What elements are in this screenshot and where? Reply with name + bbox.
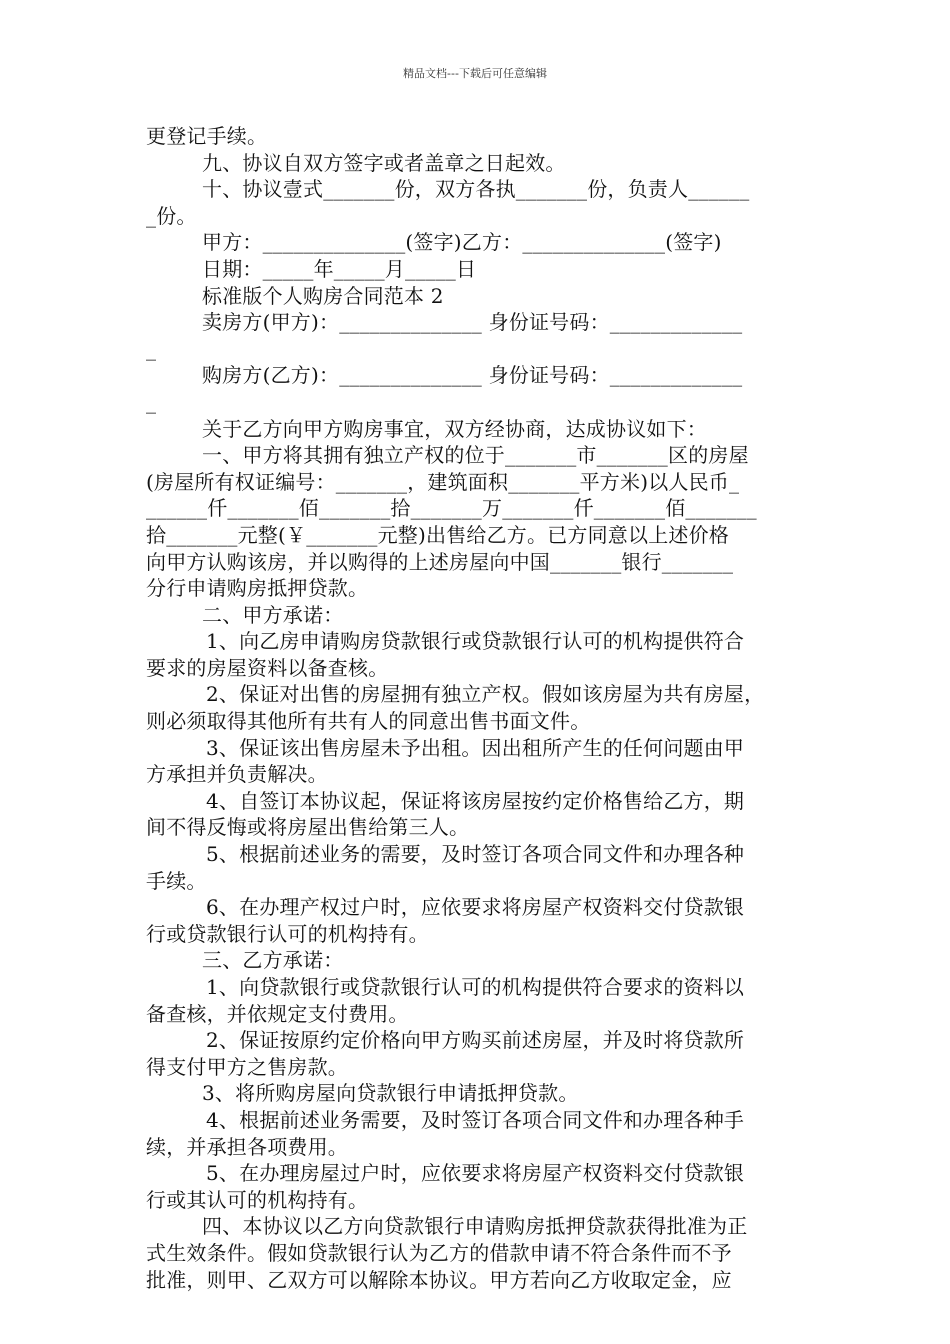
text-line: 3、将所购房屋向贷款银行申请抵押贷款。 xyxy=(202,1081,579,1106)
text-line: 分行申请购房抵押贷款。 xyxy=(146,576,369,601)
text-line: 3、保证该出售房屋未予出租。因出租所产生的任何问题由甲 xyxy=(206,735,745,760)
page-header: 精品文档---下载后可任意编辑 xyxy=(403,67,547,80)
text-line: ______仟_______佰_______拾_______万_______仟_______佰_______ xyxy=(146,496,757,521)
text-line: 标准版个人购房合同范本 2 xyxy=(202,283,444,308)
text-line: 关于乙方向甲方购房事宜，双方经协商，达成协议如下： xyxy=(202,416,707,441)
text-line: 备查核，并依规定支付费用。 xyxy=(146,1001,409,1026)
text-line: 5、在办理房屋过户时，应依要求将房屋产权资料交付贷款银 xyxy=(206,1161,745,1186)
text-line: 行或贷款银行认可的机构持有。 xyxy=(146,921,429,946)
text-line: _ xyxy=(146,336,157,361)
text-line: 向甲方认购该房，并以购得的上述房屋向中国_______银行_______ xyxy=(146,549,734,574)
text-line: 续，并承担各项费用。 xyxy=(146,1134,348,1159)
text-line: 间不得反悔或将房屋出售给第三人。 xyxy=(146,815,470,840)
text-line: 1、向乙房申请购房贷款银行或贷款银行认可的机构提供符合 xyxy=(206,629,745,654)
text-line: _ xyxy=(146,389,157,414)
text-line: 式生效条件。假如贷款银行认为乙方的借款申请不符合条件而不予 xyxy=(146,1240,732,1265)
text-line: 更登记手续。 xyxy=(146,124,268,148)
text-line: 三、乙方承诺： xyxy=(202,948,344,973)
text-line: 则必须取得其他所有共有人的同意出售书面文件。 xyxy=(146,709,591,734)
text-line: 4、根据前述业务需要，及时签订各项合同文件和办理各种手 xyxy=(206,1107,745,1132)
text-line: 四、本协议以乙方向贷款银行申请购房抵押贷款获得批准为正 xyxy=(202,1214,748,1239)
text-line: 2、保证对出售的房屋拥有独立产权。假如该房屋为共有房屋， xyxy=(206,682,765,707)
text-line: 2、保证按原约定价格向甲方购买前述房屋，并及时将贷款所 xyxy=(206,1028,745,1053)
text-line: 卖房方(甲方)：______________ 身份证号码：_____________ xyxy=(202,310,743,335)
text-line: 批准，则甲、乙双方可以解除本协议。甲方若向乙方收取定金，应 xyxy=(146,1267,732,1292)
text-line: 甲方：______________(签字)乙方：______________(签字) xyxy=(202,230,722,255)
document-body xyxy=(146,123,814,1293)
text-line: 要求的房屋资料以备查核。 xyxy=(146,655,389,680)
text-line: 1、向贷款银行或贷款银行认可的机构提供符合要求的资料以 xyxy=(206,975,745,999)
text-line: 日期：_____年_____月_____日 xyxy=(202,256,477,281)
text-line: 4、自签订本协议起，保证将该房屋按约定价格售给乙方，期 xyxy=(206,788,745,813)
text-line: 十、协议壹式_______份，双方各执_______份，负责人______ xyxy=(202,177,750,202)
text-line: 5、根据前述业务的需要，及时签订各项合同文件和办理各种 xyxy=(206,842,745,867)
text-line: 手续。 xyxy=(146,868,207,893)
text-line: 九、协议自双方签字或者盖章之日起效。 xyxy=(202,150,566,175)
text-line: 6、在办理产权过户时，应依要求将房屋产权资料交付贷款银 xyxy=(206,895,745,920)
text-line: 得支付甲方之售房款。 xyxy=(146,1054,348,1079)
text-line: 一、甲方将其拥有独立产权的位于_______市_______区的房屋 xyxy=(202,443,749,468)
text-line: (房屋所有权证编号：_______，建筑面积_______平方米)以人民币_ xyxy=(146,469,740,494)
text-line: 购房方(乙方)：______________ 身份证号码：_____________ xyxy=(202,363,743,388)
text-line: 拾_______元整(￥_______元整)出售给乙方。已方同意以上述价格 xyxy=(146,522,730,547)
text-line: 二、甲方承诺： xyxy=(202,602,344,627)
text-line: 方承担并负责解决。 xyxy=(146,762,328,787)
text-line: _份。 xyxy=(146,203,197,228)
text-line: 行或其认可的机构持有。 xyxy=(146,1187,369,1212)
